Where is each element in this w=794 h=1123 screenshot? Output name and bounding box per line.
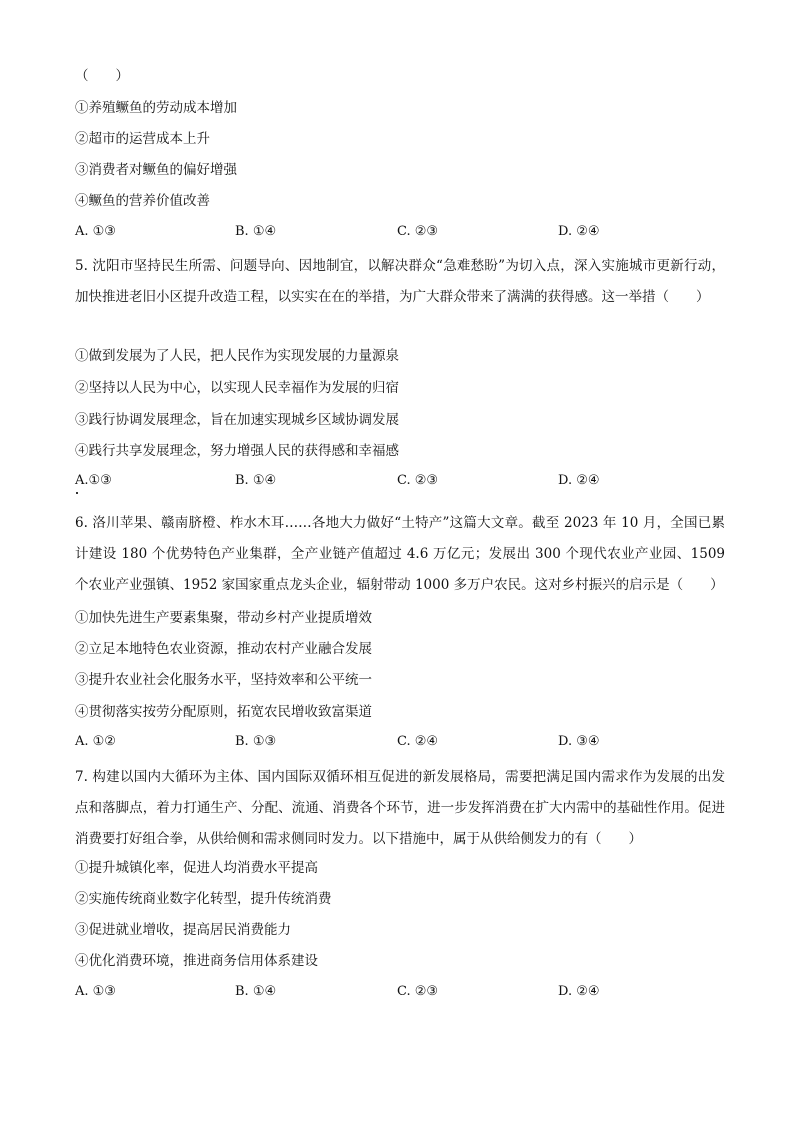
q4-option-d: D. ②④ — [558, 224, 600, 239]
q5-item-3: ③践行协调发展理念，旨在加速实现城乡区域协调发展 — [75, 412, 399, 428]
q6-option-d: D. ③④ — [558, 734, 600, 749]
q5-option-c: C. ②③ — [397, 473, 439, 488]
q6-item-2: ②立足本地特色农业资源，推动农村产业融合发展 — [75, 641, 372, 657]
q4-item-4: ④鳜鱼的营养价值改善 — [75, 193, 210, 209]
q5-item-2: ②坚持以人民为中心，以实现人民幸福作为发展的归宿 — [75, 380, 399, 396]
q7-item-2: ②实施传统商业数字化转型，提升传统消费 — [75, 891, 332, 907]
q7-option-a: A. ①③ — [75, 984, 116, 999]
q7-option-d: D. ②④ — [558, 984, 600, 999]
q5-option-a: A.①③ — [75, 473, 112, 488]
q6-option-c: C. ②④ — [397, 734, 439, 749]
q6-option-b: B. ①③ — [235, 734, 277, 749]
q7-option-b: B. ①④ — [235, 984, 277, 999]
q6-item-4: ④贯彻落实按劳分配原则，拓宽农民增收致富渠道 — [75, 704, 372, 720]
q4-option-b: B. ①④ — [235, 224, 277, 239]
q4-option-c: C. ②③ — [397, 224, 439, 239]
q6-options — [75, 734, 725, 754]
q5-option-b: B. ①④ — [235, 473, 277, 488]
q4-options — [75, 224, 725, 244]
q6-stem: 6. 洛川苹果、赣南脐橙、柞水木耳……各地大力做好“土特产”这篇大文章。截至 2023 年 10 月，全国已累计建设 180 个优势特色产业集群，全产业链产值超过 4.6 万亿元；发展出 300 个现代农业产业园、1509 个农业产业强镇、1952 家国家重点龙头企业，辐射带动 1000 多万户农民。这对乡村振兴的启示是（ ） — [75, 515, 725, 593]
q7-stem: 7. 构建以国内大循环为主体、国内国际双循环相互促进的新发展格局，需要把满足国内需求作为发展的出发点和落脚点，着力打通生产、分配、流通、消费各个环节，进一步发挥消费在扩大内需中的基础性作用。促进消费要打好组合拳，从供给侧和需求侧同时发力。以下措施中，属于从供给侧发力的有（ ） — [75, 769, 725, 847]
q4-item-2: ②超市的运营成本上升 — [75, 131, 210, 147]
q5-option-d: D. ②④ — [558, 473, 600, 488]
q4-answer-bracket: （ ） — [75, 68, 129, 84]
q6-option-a: A. ①② — [75, 734, 116, 749]
q6-item-1: ①加快先进生产要素集聚，带动乡村产业提质增效 — [75, 610, 372, 626]
q5-stem: 5. 沈阳市坚持民生所需、问题导向、因地制宜，以解决群众“急难愁盼”为切入点，深入实施城市更新行动，加快推进老旧小区提升改造工程，以实实在在的举措，为广大群众带来了满满的获得感。这一举措（ ） — [75, 258, 725, 305]
q5-item-4: ④践行共享发展理念，努力增强人民的获得感和幸福感 — [75, 443, 399, 459]
q7-item-4: ④优化消费环境，推进商务信用体系建设 — [75, 953, 318, 969]
q4-item-3: ③消费者对鳜鱼的偏好增强 — [75, 162, 237, 178]
q7-options — [75, 984, 725, 1004]
q6-item-3: ③提升农业社会化服务水平，坚持效率和公平统一 — [75, 672, 372, 688]
q7-item-3: ③促进就业增收，提高居民消费能力 — [75, 922, 291, 938]
q7-item-1: ①提升城镇化率，促进人均消费水平提高 — [75, 860, 318, 876]
stray-mark — [76, 492, 78, 494]
q4-option-a: A. ①③ — [75, 224, 116, 239]
q7-option-c: C. ②③ — [397, 984, 439, 999]
q5-options — [75, 473, 725, 493]
q4-item-1: ①养殖鳜鱼的劳动成本增加 — [75, 100, 237, 116]
q5-item-1: ①做到发展为了人民，把人民作为实现发展的力量源泉 — [75, 348, 399, 364]
